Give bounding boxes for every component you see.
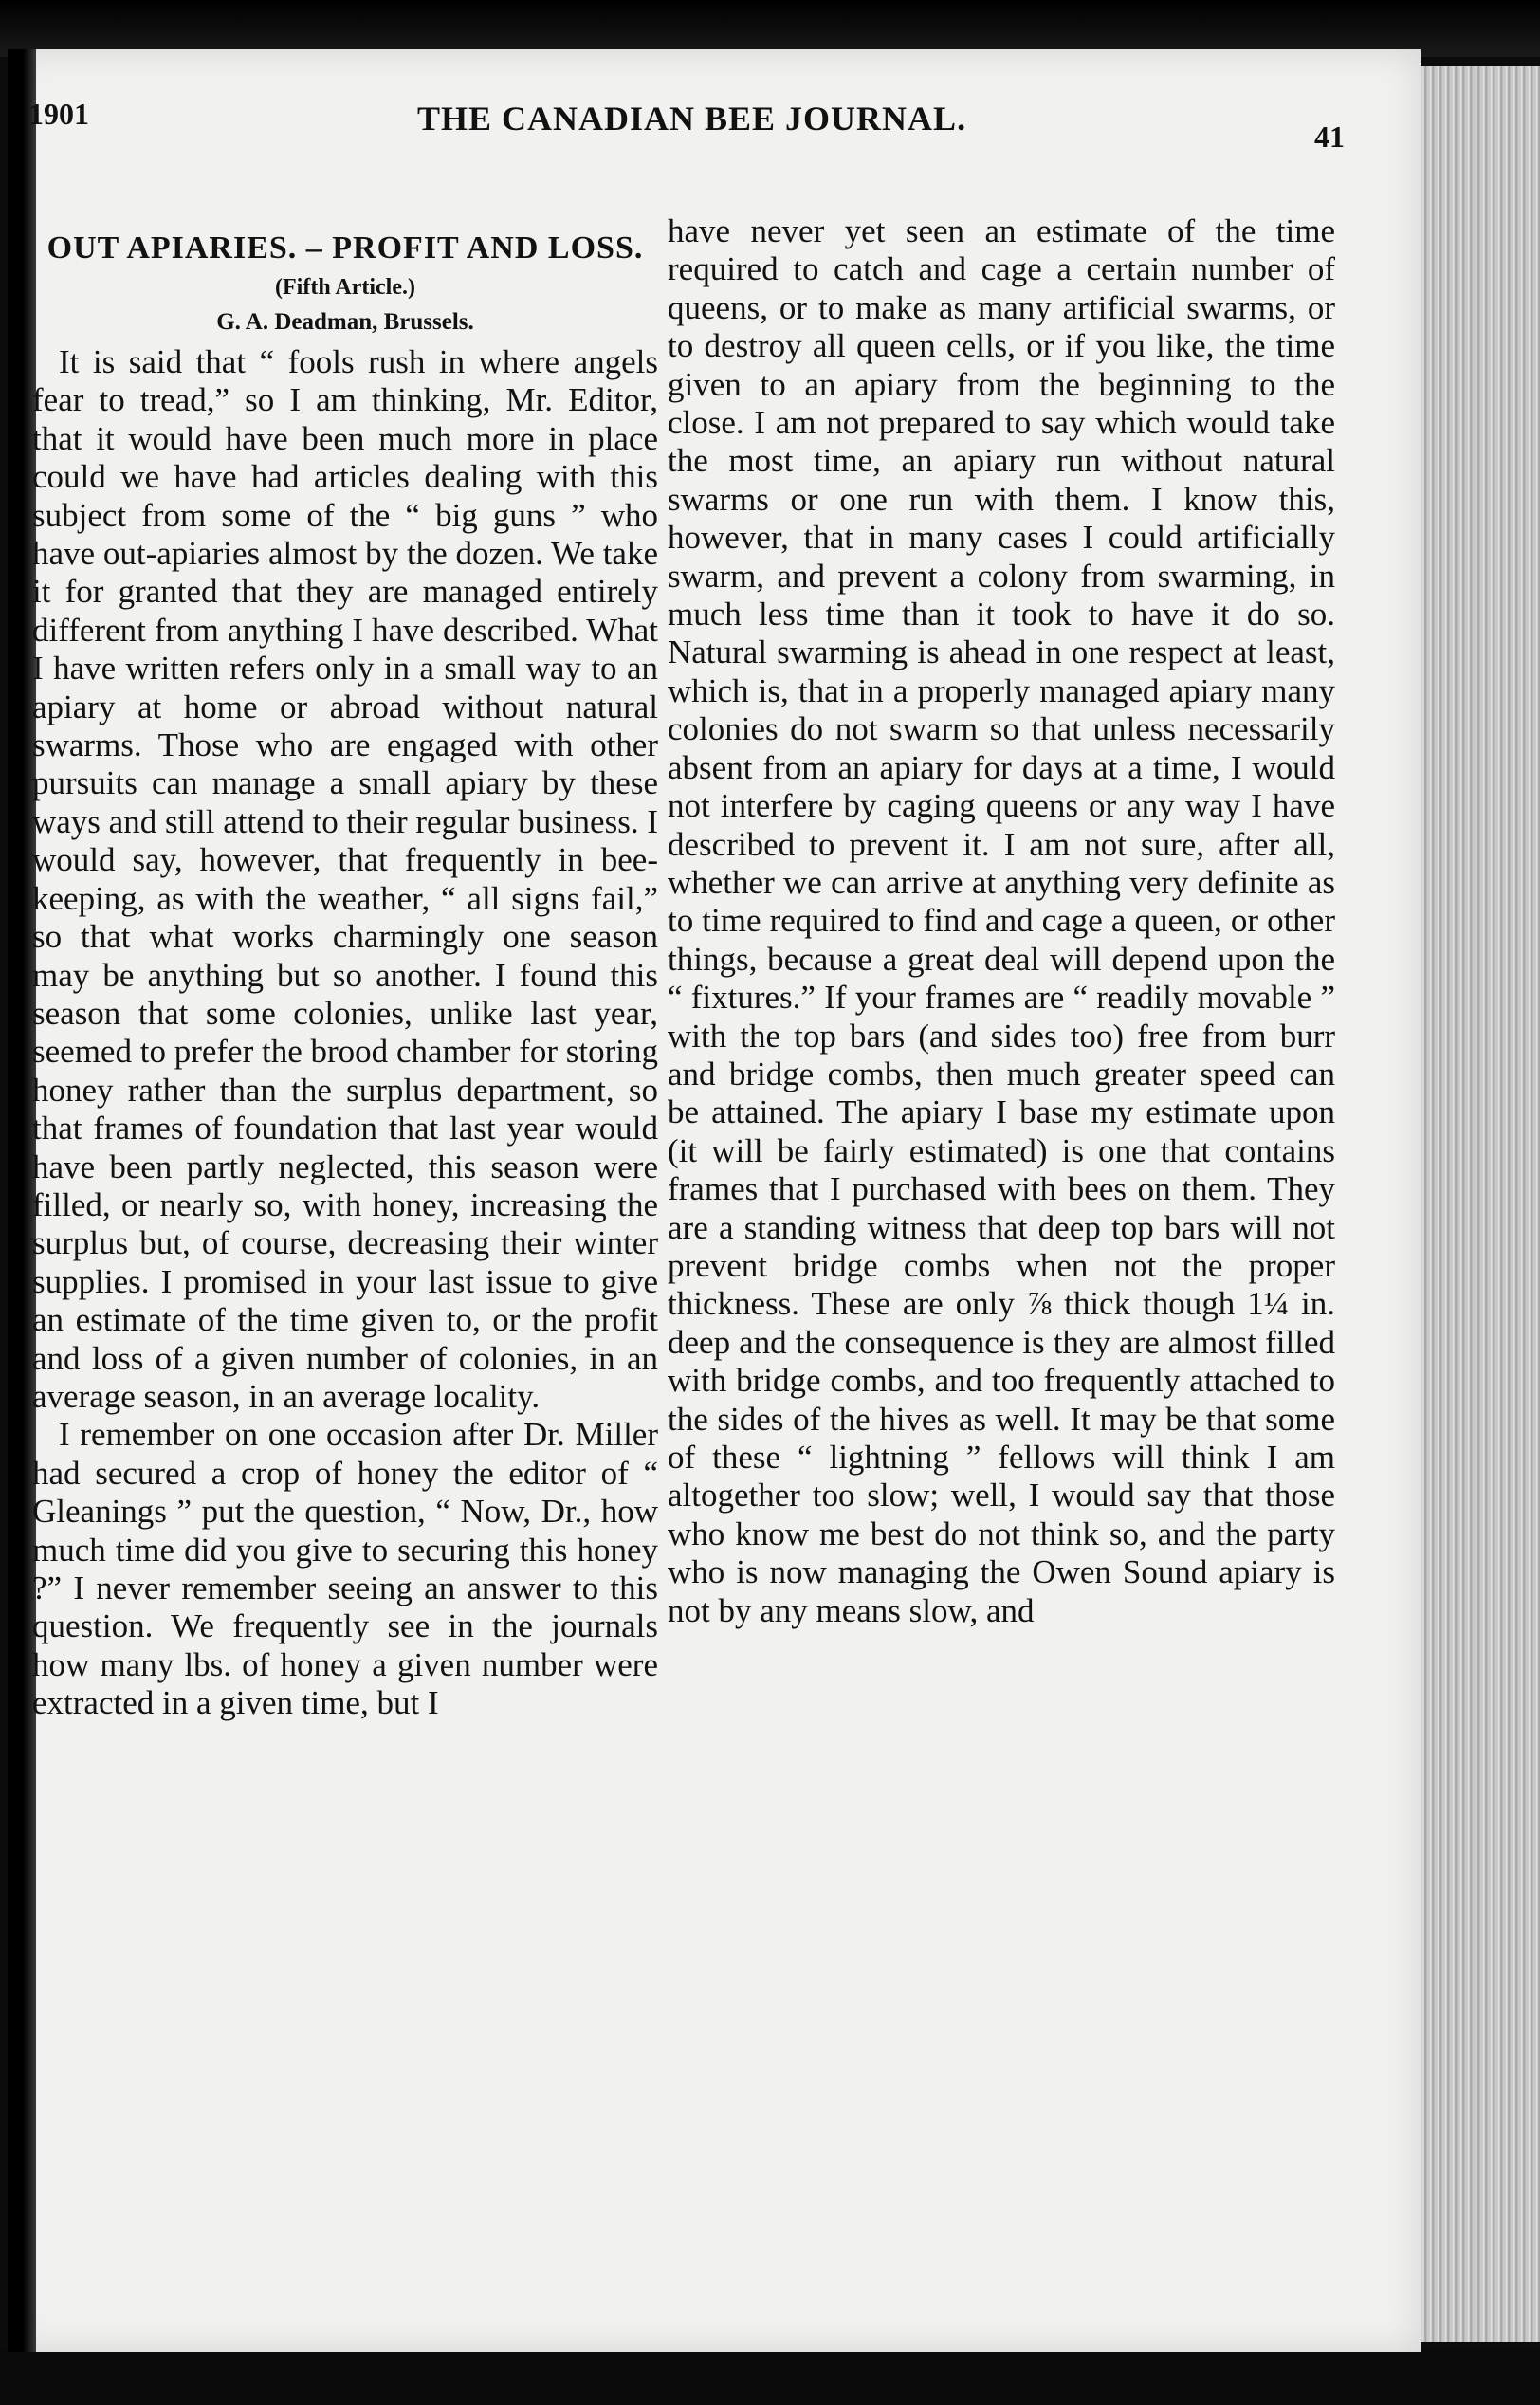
running-head bbox=[19, 91, 1413, 154]
article-author: G. A. Deadman, Brussels. bbox=[216, 309, 474, 335]
book-page-edges bbox=[1421, 66, 1540, 2342]
paragraph: It is said that “ fools rush in where angels fear to tread,” so I am thinking, Mr. Editor, that it would have been much more in place could we have had articles dealing with this subject from some of the “ big guns ” who have out-apiaries almost by the dozen. We take it for granted that they are managed entirely different from anything I have described. What I have written refers only in a small way to an apiary at home or abroad without natural swarms. Those who are engaged with other pursuits can manage a small apiary by these ways and still attend to their regular business. I would say, however, that frequently in bee-keeping, as with the weather, “ all signs fail,” so that what works charmingly one season may be anything but so another. I found this season that some colonies, unlike last year, seemed to prefer the brood chamber for storing honey rather than the surplus department, so that frames of foundation that last year would have been partly neglected, this season were filled, or nearly so, with honey, increasing the surplus but, of course, decreasing their winter supplies. I promised in your last issue to give an estimate of the time given to, or the profit and loss of a given number of colonies, in an average season, in an average locality. bbox=[32, 343, 658, 1415]
page-number: 41 bbox=[1314, 119, 1345, 154]
scan-top-shadow bbox=[0, 0, 1540, 57]
left-column bbox=[32, 229, 658, 1723]
right-column bbox=[668, 212, 1335, 1630]
header-year: 1901 bbox=[28, 97, 89, 131]
paragraph: I remember on one occasion after Dr. Miller had secured a crop of honey the editor of “ Gleanings ” put the question, “ Now, Dr., how much time did you give to securing this honey ?” I never remember seeing an answer to this question. We frequently see in the journals how many lbs. of honey a given number were extracted in a given time, but I bbox=[32, 1416, 658, 1722]
article-title: OUT APIARIES. – PROFIT AND LOSS. bbox=[46, 230, 644, 266]
journal-title: THE CANADIAN BEE JOURNAL. bbox=[417, 100, 967, 138]
scan-bottom-shadow bbox=[0, 2350, 1540, 2405]
paragraph: have never yet seen an estimate of the time required to catch and cage a certain number of queens, or to make as many artificial swarms, or to destroy all queen cells, or if you like, the time given to an apiary from the beginning to the close. I am not prepared to say which would take the most time, an apiary run without natural swarms or one run with them. I know this, however, that in many cases I could artificially swarm, and prevent a colony from swarming, in much less time than it took to have it do so. Natural swarming is ahead in one respect at least, which is, that in a properly managed apiary many colonies do not swarm so that unless necessarily absent from an apiary for days at a time, I would not interfere by caging queens or any way I have described to prevent it. I am not sure, after all, whether we can arrive at anything very definite as to time required to find and cage a queen, or other things, because a great deal will depend upon the “ fixtures.” If your frames are “ readily movable ” with the top bars (and sides too) free from burr and bridge combs, then much greater speed can be attained. The apiary I base my estimate upon (it will be fairly estimated) is one that contains frames that I purchased with bees on them. They are a standing witness that deep top bars will not prevent bridge combs when not the proper thickness. These are only ⅞ thick though 1¼ in. deep and the consequence is they are almost filled with bridge combs, and too frequently attached to the sides of the hives as well. It may be that some of these “ lightning ” fellows will think I am altogether too slow; well, I would say that those who know me best do not think so, and the party who is now managing the Owen Sound apiary is not by any means slow, and bbox=[668, 212, 1335, 1629]
book-page bbox=[8, 49, 1421, 2352]
article-subtitle: (Fifth Article.) bbox=[275, 275, 415, 300]
